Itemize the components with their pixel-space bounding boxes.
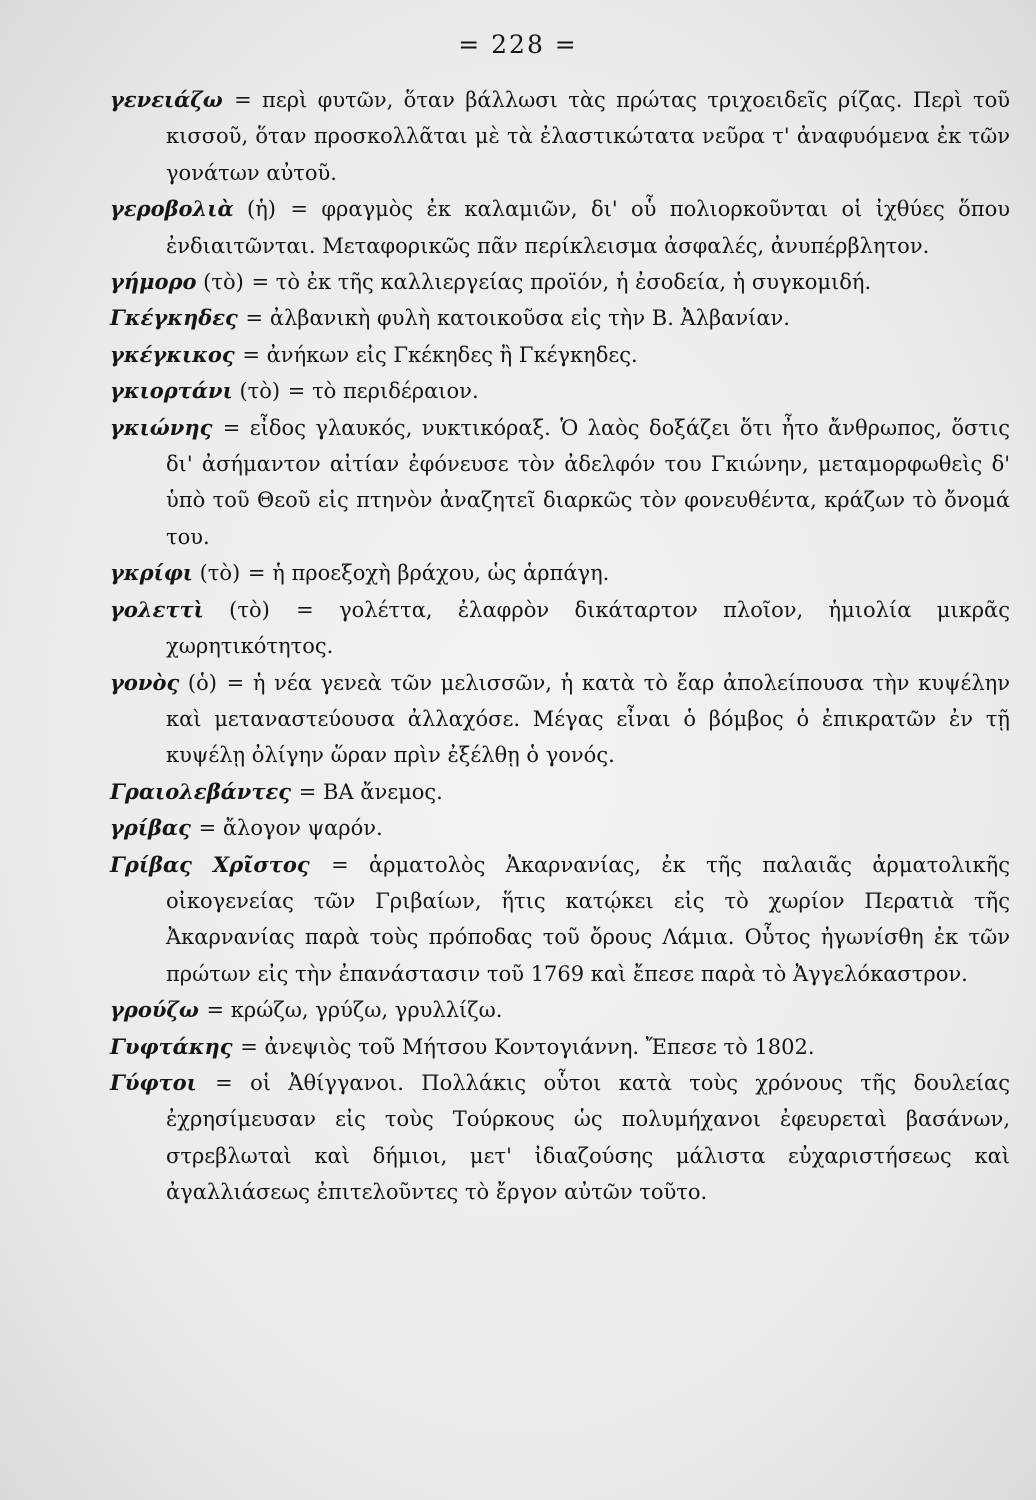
entry-definition: περὶ φυτῶν, ὅταν βάλλωσι τὰς πρώτας τριχοειδεῖς ρίζας. Περὶ τοῦ κισσοῦ, ὅταν προσκολλᾶται μὲ τὰ ἐλαστικώτατα νεῦρα τ' ἀναφυόμενα ἐκ τῶν γονάτων αὐτοῦ.: [166, 88, 1010, 185]
dictionary-entries: [110, 82, 1010, 1211]
dictionary-entry: γκιώνης = εἶδος γλαυκός, νυκτικόραξ. Ὁ λαὸς δοξάζει ὅτι ἦτο ἄνθρωπος, ὅστις δι' ἀσήμαντον αἰτίαν ἐφόνευσε τὸν ἀδελφόν του Γκιώνην, μεταμορφωθεὶς δ' ὑπὸ τοῦ Θεοῦ εἰς πτηνὸν ἀναζητεῖ διαρκῶς τὸν φονευθέντα, κράζων τὸ ὄνομά του.: [110, 414, 1010, 549]
entry-term: Γρίβας Χρῖστος: [110, 851, 310, 877]
dictionary-entry: γκέγκικος = ἀνήκων εἰς Γκέκηδες ἢ Γκέγκηδες.: [110, 341, 638, 367]
entry-grammar: (ὁ): [187, 670, 217, 695]
entry-term: γονὸς: [110, 669, 180, 695]
entry-definition: κρώζω, γρύζω, γρυλλίζω.: [230, 998, 503, 1023]
dictionary-entry: γολεττὶ (τὸ) = γολέττα, ἐλαφρὸν δικάταρτον πλοῖον, ἡμιολία μικρᾶς χωρητικότητος.: [110, 596, 1011, 659]
entry-grammar: (τὸ): [239, 379, 281, 404]
dictionary-entry: γκιορτάνι (τὸ) = τὸ περιδέραιον.: [110, 378, 479, 404]
entry-grammar: (ἡ): [247, 197, 276, 222]
entry-definition: τὸ ἐκ τῆς καλλιεργείας προϊόν, ἡ ἐσοδεία, ἡ συγκομιδή.: [275, 270, 872, 295]
entry-term: γκρίφι: [110, 560, 193, 586]
entry-definition: γολέττα, ἐλαφρὸν δικάταρτον πλοῖον, ἡμιολία μικρᾶς χωρητικότητος.: [166, 597, 1011, 659]
entry-definition: ΒΑ ἄνεμος.: [323, 779, 443, 804]
entry-definition: ἄλογον ψαρόν.: [222, 816, 383, 841]
page-number: = 228 =: [458, 30, 578, 59]
entry-definition: ἁρματολὸς Ἀκαρνανίας, ἐκ τῆς παλαιᾶς ἁρματολικῆς οἰκογενείας τῶν Γριβαίων, ἥτις κατῴκει εἰς τὸ χωρίον Περατιὰ τῆς Ἀκαρνανίας παρὰ τοὺς πρόποδας τοῦ ὄρους Λάμια. Οὗτος ἠγωνίσθη ἐκ τῶν πρώτων εἰς τὴν ἐπανάστασιν τοῦ 1769 καὶ ἔπεσε παρὰ τὸ Ἀγγελόκαστρον.: [166, 852, 1010, 986]
entry-term: γκέγκικος: [110, 341, 235, 367]
entry-grammar: (τὸ): [203, 270, 244, 295]
entry-definition: ἀνεψιὸς τοῦ Μήτσου Κοντογιάννη. Ἔπεσε τὸ 1802.: [264, 1034, 815, 1059]
entry-definition: τὸ περιδέραιον.: [312, 379, 479, 404]
entry-term: γολεττὶ: [110, 596, 204, 622]
entry-definition: ἡ νέα γενεὰ τῶν μελισσῶν, ἡ κατὰ τὸ ἔαρ ἀπολείπουσα τὴν κυψέλην καὶ μεταναστεύουσα ἀλλαχόσε. Μέγας εἶναι ὁ βόμβος ὁ ἐπικρατῶν ἐν τῇ κυψέλῃ ὀλίγην ὥραν πρὶν ἐξέλθῃ ὁ γονός.: [166, 670, 1010, 768]
entry-definition: ἀνήκων εἰς Γκέκηδες ἢ Γκέγκηδες.: [266, 342, 638, 367]
entry-grammar: (τὸ): [229, 597, 270, 622]
entry-grammar: (τὸ): [199, 561, 241, 586]
entry-term: γήμορο: [110, 269, 197, 295]
entry-term: γκιώνης: [110, 414, 213, 440]
entry-definition: φραγμὸς ἐκ καλαμιῶν, δι' οὗ πολιορκοῦνται οἱ ἰχθύες ὅπου ἐνδιαιτῶνται. Μεταφορικῶς πᾶν περίκλεισμα ἀσφαλές, ἀνυπέρβλητον.: [166, 197, 1010, 258]
dictionary-entry: γενειάζω = περὶ φυτῶν, ὅταν βάλλωσι τὰς πρώτας τριχοειδεῖς ρίζας. Περὶ τοῦ κισσοῦ, ὅταν προσκολλᾶται μὲ τὰ ἐλαστικώτατα νεῦρα τ' ἀναφυόμενα ἐκ τῶν γονάτων αὐτοῦ.: [110, 87, 1010, 185]
dictionary-entry: Γκέγκηδες = ἀλβανικὴ φυλὴ κατοικοῦσα εἰς τὴν Β. Ἀλβανίαν.: [110, 305, 790, 331]
entry-definition: ἡ προεξοχὴ βράχου, ὡς ἁρπάγη.: [272, 561, 610, 586]
entry-definition: οἱ Ἀθίγγανοι. Πολλάκις οὗτοι κατὰ τοὺς χρόνους τῆς δουλείας ἐχρησίμευσαν εἰς τοὺς Τούρκους ὡς πολυμήχανοι ἐφευρεταὶ βασάνων, στρεβλωταὶ καὶ δήμιοι, μετ' ἰδιαζούσης μάλιστα εὐχαριστήσεως καὶ ἀγαλλιάσεως ἐπιτελοῦντες τὸ ἔργον αὐτῶν τοῦτο.: [166, 1070, 1010, 1205]
dictionary-entry: γεροβολιὰ (ἡ) = φραγμὸς ἐκ καλαμιῶν, δι' οὗ πολιορκοῦνται οἱ ἰχθύες ὅπου ἐνδιαιτῶνται. Μεταφορικῶς πᾶν περίκλεισμα ἀσφαλές, ἀνυπέρβλητον.: [110, 196, 1010, 258]
entry-term: Γκέγκηδες: [110, 305, 238, 331]
entry-term: γρίβας: [110, 815, 191, 841]
entry-term: Γυφτάκης: [110, 1033, 233, 1059]
dictionary-entry: γκρίφι (τὸ) = ἡ προεξοχὴ βράχου, ὡς ἁρπάγη.: [110, 560, 610, 586]
entry-term: γενειάζω: [110, 87, 223, 112]
dictionary-entry: γρίβας = ἄλογον ψαρόν.: [110, 815, 383, 841]
dictionary-entry: Γύφτοι = οἱ Ἀθίγγανοι. Πολλάκις οὗτοι κατὰ τοὺς χρόνους τῆς δουλείας ἐχρησίμευσαν εἰς τοὺς Τούρκους ὡς πολυμήχανοι ἐφευρεταὶ βασάνων, στρεβλωταὶ καὶ δήμιοι, μετ' ἰδιαζούσης μάλιστα εὐχαριστήσεως καὶ ἀγαλλιάσεως ἐπιτελοῦντες τὸ ἔργον αὐτῶν τοῦτο.: [110, 1069, 1010, 1205]
entry-term: Γραιολεβάντες: [110, 778, 292, 804]
dictionary-entry: γονὸς (ὁ) = ἡ νέα γενεὰ τῶν μελισσῶν, ἡ κατὰ τὸ ἔαρ ἀπολείπουσα τὴν κυψέλην καὶ μεταναστεύουσα ἀλλαχόσε. Μέγας εἶναι ὁ βόμβος ὁ ἐπικρατῶν ἐν τῇ κυψέλῃ ὀλίγην ὥραν πρὶν ἐξέλθῃ ὁ γονός.: [110, 669, 1010, 768]
entry-term: Γύφτοι: [110, 1069, 197, 1095]
dictionary-entry: γήμορο (τὸ) = τὸ ἐκ τῆς καλλιεργείας προϊόν, ἡ ἐσοδεία, ἡ συγκομιδή.: [110, 269, 872, 295]
entry-term: γκιορτάνι: [110, 378, 233, 404]
entry-term: γεροβολιὰ: [110, 196, 234, 222]
entry-definition: εἶδος γλαυκός, νυκτικόραξ. Ὁ λαὸς δοξάζει ὅτι ἦτο ἄνθρωπος, ὅστις δι' ἀσήμαντον αἰτίαν ἐφόνευσε τὸν ἀδελφόν του Γκιώνην, μεταμορφωθεὶς δ' ὑπὸ τοῦ Θεοῦ εἰς πτηνὸν ἀναζητεῖ διαρκῶς τὸν φονευθέντα, κράζων τὸ ὄνομά του.: [166, 415, 1010, 549]
entry-definition: ἀλβανικὴ φυλὴ κατοικοῦσα εἰς τὴν Β. Ἀλβανίαν.: [269, 306, 790, 331]
dictionary-entry: Γυφτάκης = ἀνεψιὸς τοῦ Μήτσου Κοντογιάννη. Ἔπεσε τὸ 1802.: [110, 1033, 815, 1059]
dictionary-entry: γρούζω = κρώζω, γρύζω, γρυλλίζω.: [110, 997, 503, 1023]
dictionary-entry: Γραιολεβάντες = ΒΑ ἄνεμος.: [110, 778, 443, 804]
dictionary-entry: Γρίβας Χρῖστος = ἁρματολὸς Ἀκαρνανίας, ἐκ τῆς παλαιᾶς ἁρματολικῆς οἰκογενείας τῶν Γριβαίων, ἥτις κατῴκει εἰς τὸ χωρίον Περατιὰ τῆς Ἀκαρνανίας παρὰ τοὺς πρόποδας τοῦ ὄρους Λάμια. Οὗτος ἠγωνίσθη ἐκ τῶν πρώτων εἰς τὴν ἐπανάστασιν τοῦ 1769 καὶ ἔπεσε παρὰ τὸ Ἀγγελόκαστρον.: [110, 851, 1010, 986]
entry-term: γρούζω: [110, 997, 199, 1023]
